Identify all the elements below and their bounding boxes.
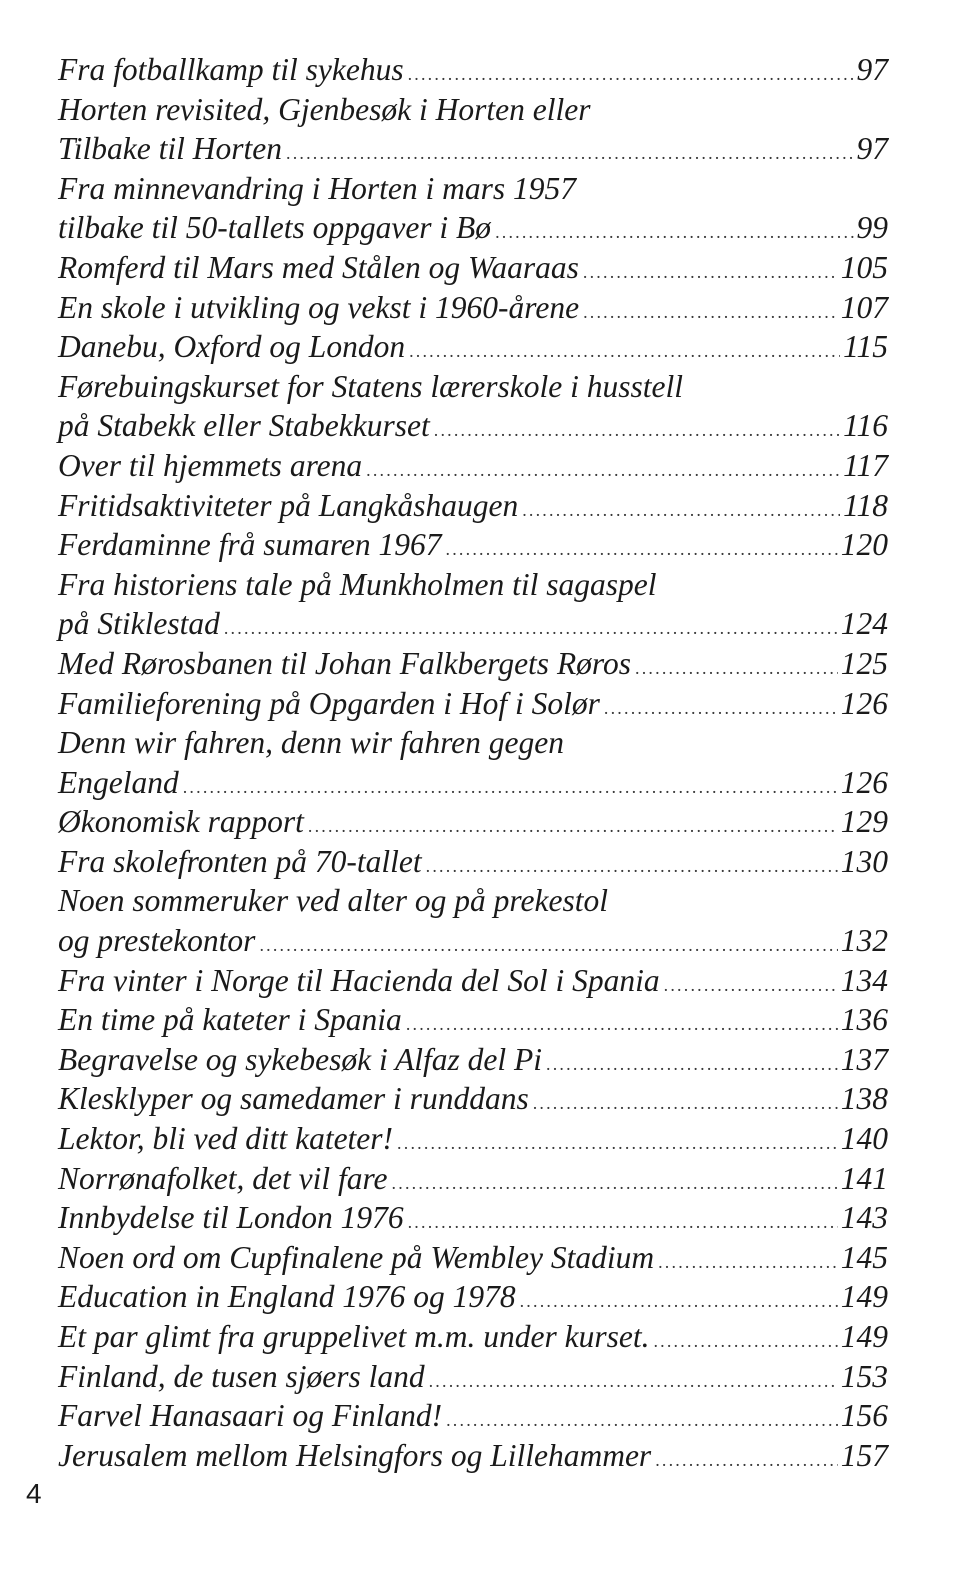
dot-leader <box>397 1124 838 1164</box>
toc-entry-line <box>58 367 888 407</box>
toc-entry-page: 157 <box>840 1437 888 1473</box>
toc-entry <box>58 1119 888 1159</box>
toc-entry-title: Finland, de tusen sjøers land <box>58 1358 425 1394</box>
page-number: 4 <box>26 1478 42 1509</box>
toc-entry-title: Jerusalem mellom Helsingfors og Lillehammer <box>58 1437 652 1473</box>
toc-entry <box>58 1159 888 1199</box>
dot-leader <box>392 1164 838 1204</box>
toc-entry <box>58 1396 888 1436</box>
toc-entry <box>58 525 888 565</box>
toc-entry-line <box>58 406 888 446</box>
toc-entry <box>58 288 888 328</box>
toc-entry-page: 107 <box>840 289 888 325</box>
toc-entry-line <box>58 1436 888 1476</box>
toc-entry-line <box>58 644 888 684</box>
dot-leader <box>522 491 840 531</box>
toc-entry-line <box>58 446 888 486</box>
toc-entry-line <box>58 763 888 803</box>
toc-entry-title: Education in England 1976 og 1978 <box>58 1279 516 1315</box>
toc-entry-line <box>58 604 888 644</box>
toc-entry <box>58 367 888 446</box>
toc-entry-title: Fra vinter i Norge til Hacienda del Sol i Spania <box>58 962 660 998</box>
toc-entry-title: Ferdaminne frå sumaren 1967 <box>58 527 442 563</box>
toc-entry-title: på Stiklestad <box>58 606 220 642</box>
toc-entry <box>58 327 888 367</box>
toc-entry-line <box>58 684 888 724</box>
toc-entry <box>58 961 888 1001</box>
toc-entry-title: Fra historiens tale på Munkholmen til sagaspel <box>58 566 657 602</box>
toc-entry-page: 97 <box>856 52 888 87</box>
toc-entry <box>58 50 888 90</box>
toc-entry-page: 145 <box>840 1239 888 1275</box>
dot-leader <box>583 253 838 293</box>
toc-entry-line <box>58 50 888 90</box>
toc-entry <box>58 565 888 644</box>
toc-entry-title: Fra minnevandring i Horten i mars 1957 <box>58 170 576 206</box>
dot-leader <box>658 1243 838 1283</box>
toc-entry <box>58 1317 888 1357</box>
toc-entry-page: 149 <box>840 1279 888 1315</box>
toc-entry-line <box>58 1277 888 1317</box>
toc-entry-title: på Stabekk eller Stabekkurset <box>58 408 430 444</box>
toc-entry-title: Danebu, Oxford og London <box>58 329 406 365</box>
toc-entry <box>58 446 888 486</box>
toc-entry-page: 125 <box>840 645 888 681</box>
toc-entry <box>58 881 888 960</box>
toc-entry-line <box>58 486 888 526</box>
toc-entry <box>58 644 888 684</box>
toc-entry-page: 129 <box>840 804 888 840</box>
toc-entry-line <box>58 961 888 1001</box>
toc-entry <box>58 802 888 842</box>
toc-entry-page: 117 <box>843 447 888 483</box>
toc-entry-page: 116 <box>843 408 888 444</box>
dot-leader <box>434 411 840 451</box>
toc-entry-page: 126 <box>840 685 888 721</box>
toc-entry-title: Fra skolefronten på 70-tallet <box>58 843 422 879</box>
toc-entry <box>58 1277 888 1317</box>
toc-entry-title: Denn wir fahren, denn wir fahren gegen <box>58 725 564 761</box>
toc-entry-title: Fritidsaktiviteter på Langkåshaugen <box>58 487 519 523</box>
toc-entry-line <box>58 881 888 921</box>
toc-entry-title: Engeland <box>58 764 179 800</box>
toc-entry-page: 97 <box>856 131 888 167</box>
toc-entry-page: 126 <box>840 764 888 800</box>
toc-entry <box>58 684 888 724</box>
toc-entry <box>58 1000 888 1040</box>
toc-entry-page: 105 <box>840 249 888 285</box>
toc-entry-title: Romferd til Mars med Stålen og Waaraas <box>58 249 579 285</box>
toc-entry-line <box>58 1317 888 1357</box>
toc-entry-line <box>58 565 888 605</box>
toc-entry-line <box>58 1119 888 1159</box>
toc-entry-title: Tilbake til Horten <box>58 131 282 167</box>
toc-entry-title: Førebuingskurset for Statens lærerskole i husstell <box>58 368 684 404</box>
toc-entry-page: 138 <box>840 1081 888 1117</box>
toc-entry-title: En time på kateter i Spania <box>58 1002 402 1038</box>
toc-entry-page: 137 <box>840 1041 888 1077</box>
toc-entry-page: 153 <box>840 1358 888 1394</box>
toc-entry-title: Fra fotballkamp til sykehus <box>58 52 404 87</box>
toc-entry-title: Farvel Hanasaari og Finland! <box>58 1398 443 1434</box>
toc-entry-page: 132 <box>840 923 888 959</box>
toc-entry-title: Med Rørosbanen til Johan Falkbergets Røros <box>58 645 632 681</box>
dot-leader <box>546 1045 838 1085</box>
toc-entry-line <box>58 1357 888 1397</box>
toc-entry-line <box>58 1198 888 1238</box>
toc-entry-page: 143 <box>840 1200 888 1236</box>
dot-leader <box>604 689 838 729</box>
toc-entry-title: og prestekontor <box>58 923 256 959</box>
toc-entry <box>58 723 888 802</box>
dot-leader <box>533 1084 838 1124</box>
toc-entry-line <box>58 208 888 248</box>
toc-entry-page: 130 <box>840 843 888 879</box>
toc-entry-line <box>58 327 888 367</box>
toc-entry-title: Et par glimt fra gruppelivet m.m. under kurset. <box>58 1319 650 1354</box>
toc-entry-page: 156 <box>840 1398 888 1434</box>
toc-entry-title: Norrønafolket, det vil fare <box>58 1160 388 1196</box>
toc-entry-line <box>58 1040 888 1080</box>
toc-entry <box>58 90 888 169</box>
toc-entry-line <box>58 1396 888 1436</box>
toc-entry-line <box>58 169 888 209</box>
toc-entry-line <box>58 288 888 328</box>
toc-entry-line <box>58 802 888 842</box>
dot-leader <box>653 1322 837 1362</box>
toc-entry-title: En skole i utvikling og vekst i 1960-årene <box>58 289 580 325</box>
dot-leader <box>664 966 838 1006</box>
toc-entry-title: tilbake til 50-tallets oppgaver i Bø <box>58 210 492 246</box>
toc-entry-title: Familieforening på Opgarden i Hof i Solør <box>58 685 600 721</box>
toc-entry <box>58 1238 888 1278</box>
toc-entry <box>58 842 888 882</box>
dot-leader <box>635 649 838 689</box>
dot-leader <box>655 1441 838 1481</box>
toc-entry-line <box>58 90 888 130</box>
toc-entry-page: 118 <box>843 487 888 523</box>
dot-leader <box>429 1362 838 1402</box>
toc-entry-title: Noen ord om Cupfinalene på Wembley Stadium <box>58 1239 655 1275</box>
toc-entry-title: Lektor, bli ved ditt kateter! <box>58 1121 394 1157</box>
toc-entry-title: Klesklyper og samedamer i runddans <box>58 1081 529 1117</box>
toc-entry-title: Økonomisk rapport <box>58 804 304 840</box>
toc-entry-page: 136 <box>840 1002 888 1038</box>
toc-entry-line <box>58 129 888 169</box>
toc-entry-title: Over til hjemmets arena <box>58 447 363 483</box>
toc-entry <box>58 248 888 288</box>
toc-entry-line <box>58 248 888 288</box>
table-of-contents <box>58 50 888 1475</box>
toc-entry-line <box>58 921 888 961</box>
toc-entry-page: 141 <box>840 1160 888 1196</box>
toc-entry-line <box>58 525 888 565</box>
toc-entry-title: Innbydelse til London 1976 <box>58 1200 404 1236</box>
toc-entry-title: Noen sommeruker ved alter og på prekestol <box>58 883 608 919</box>
toc-entry-line <box>58 723 888 763</box>
toc-entry <box>58 1040 888 1080</box>
toc-entry <box>58 169 888 248</box>
toc-entry-page: 120 <box>840 527 888 563</box>
toc-entry <box>58 486 888 526</box>
toc-entry-line <box>58 1079 888 1119</box>
dot-leader <box>583 293 838 333</box>
toc-entry <box>58 1079 888 1119</box>
toc-entry-line <box>58 1159 888 1199</box>
toc-entry-page: 134 <box>840 962 888 998</box>
toc-entry <box>58 1357 888 1397</box>
toc-entry-title: Begravelse og sykebesøk i Alfaz del Pi <box>58 1041 543 1077</box>
toc-entry-title: Horten revisited, Gjenbesøk i Horten eller <box>58 91 591 127</box>
toc-entry-line <box>58 1238 888 1278</box>
toc-entry-line <box>58 1000 888 1040</box>
toc-entry <box>58 1436 888 1476</box>
toc-entry-page: 115 <box>843 329 888 365</box>
toc-entry-page: 149 <box>840 1319 888 1354</box>
toc-entry-line <box>58 842 888 882</box>
toc-entry-page: 124 <box>840 606 888 642</box>
toc-entry <box>58 1198 888 1238</box>
toc-entry-page: 140 <box>840 1121 888 1157</box>
toc-entry-page: 99 <box>856 210 888 246</box>
